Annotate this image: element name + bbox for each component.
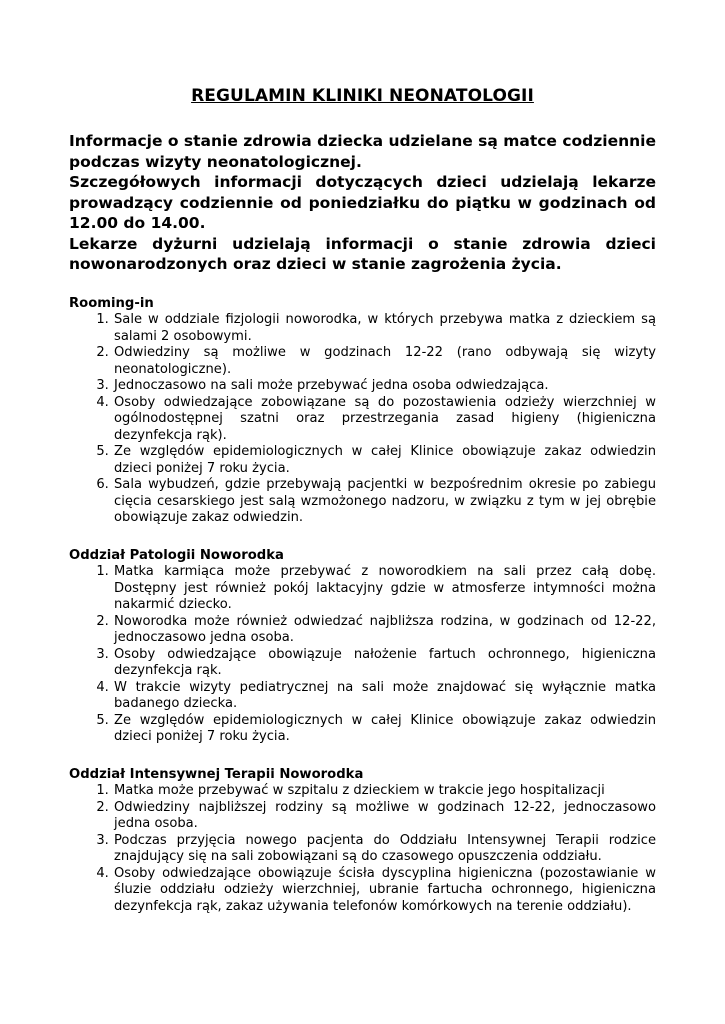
list-item: 6. Sala wybudzeń, gdzie przebywają pacjentki w bezpośrednim okresie po zabiegu cięcia cesarskiego jest salą wzmożonego nadzoru, w związku z tym w jej obrębie obowiązuje zakaz odwiedzin. bbox=[113, 477, 656, 527]
intro-paragraph: Informacje o stanie zdrowia dziecka udzielane są matce codziennie podczas wizyty neonatologicznej. bbox=[69, 132, 657, 171]
section-patologia-noworodka bbox=[69, 548, 656, 746]
list-item: 2. Odwiedziny są możliwe w godzinach 12-22 (rano odbywają się wizyty neonatologiczne). bbox=[113, 345, 656, 378]
section-intensywna-terapia bbox=[69, 767, 656, 916]
list-item: 5. Ze względów epidemiologicznych w całej Klinice obowiązuje zakaz odwiedzin dzieci poniżej 7 roku życia. bbox=[113, 713, 656, 746]
list-item: 5. Ze względów epidemiologicznych w całej Klinice obowiązuje zakaz odwiedzin dzieci poniżej 7 roku życia. bbox=[113, 444, 656, 477]
intro-paragraph: Szczegółowych informacji dotyczących dzieci udzielają lekarze prowadzący codziennie od poniedziałku do piątku w godzinach od 12.00 do 14.00. bbox=[69, 173, 656, 232]
intro-paragraph: Lekarze dyżurni udzielają informacji o stanie zdrowia dzieci nowonarodzonych oraz dzieci w stanie zagrożenia życia. bbox=[69, 234, 656, 273]
rules-list bbox=[69, 312, 656, 527]
document-title: REGULAMIN KLINIKI NEONATOLOGII bbox=[191, 86, 534, 106]
list-item: 3. Osoby odwiedzające obowiązuje nałożenie fartuch ochronnego, higieniczna dezynfekcja rąk. bbox=[113, 647, 656, 680]
list-item: 1. Matka może przebywać w szpitalu z dzieckiem w trakcie jego hospitalizacji bbox=[113, 783, 656, 800]
list-item: 3. Podczas przyjęcia nowego pacjenta do Oddziału Intensywnej Terapii rodzice znajdujący się na sali zobowiązani są do czasowego opuszczenia oddziału. bbox=[113, 833, 656, 866]
list-item: 4. W trakcie wizyty pediatrycznej na sali może znajdować się wyłącznie matka badanego dziecka. bbox=[113, 680, 656, 713]
rules-list bbox=[69, 783, 656, 915]
list-item: 2. Noworodka może również odwiedzać najbliższa rodzina, w godzinach od 12-22, jednoczasowo jedna osoba. bbox=[113, 614, 656, 647]
list-item: 2. Odwiedziny najbliższej rodziny są możliwe w godzinach 12-22, jednoczasowo jedna osoba. bbox=[113, 800, 656, 833]
section-heading: Oddział Patologii Noworodka bbox=[69, 547, 284, 563]
list-item: 4. Osoby odwiedzające obowiązuje ścisła dyscyplina higieniczna (pozostawianie w śluzie oddziału odzieży wierzchniej, ubranie fartucha ochronnego, higieniczna dezynfekcja rąk, zakaz używania telefonów komórkowych na terenie oddziału). bbox=[113, 866, 656, 916]
section-rooming-in bbox=[69, 296, 656, 527]
list-item: 4. Osoby odwiedzające zobowiązane są do pozostawienia odzieży wierzchniej w ogólnodostępnej szatni oraz przestrzegania zasad higieny (higieniczna dezynfekcja rąk). bbox=[113, 395, 656, 445]
rules-list bbox=[69, 564, 656, 746]
list-item: 3. Jednoczasowo na sali może przebywać jedna osoba odwiedzająca. bbox=[113, 378, 656, 395]
section-heading: Rooming-in bbox=[69, 295, 154, 311]
intro-block bbox=[69, 131, 656, 275]
list-item: 1. Sale w oddziale fizjologii noworodka, w których przebywa matka z dzieckiem są salami 2 osobowymi. bbox=[113, 312, 656, 345]
list-item: 1. Matka karmiąca może przebywać z noworodkiem na sali przez całą dobę. Dostępny jest również pokój laktacyjny gdzie w atmosferze intymności można nakarmić dziecko. bbox=[113, 564, 656, 614]
section-heading: Oddział Intensywnej Terapii Noworodka bbox=[69, 766, 364, 782]
